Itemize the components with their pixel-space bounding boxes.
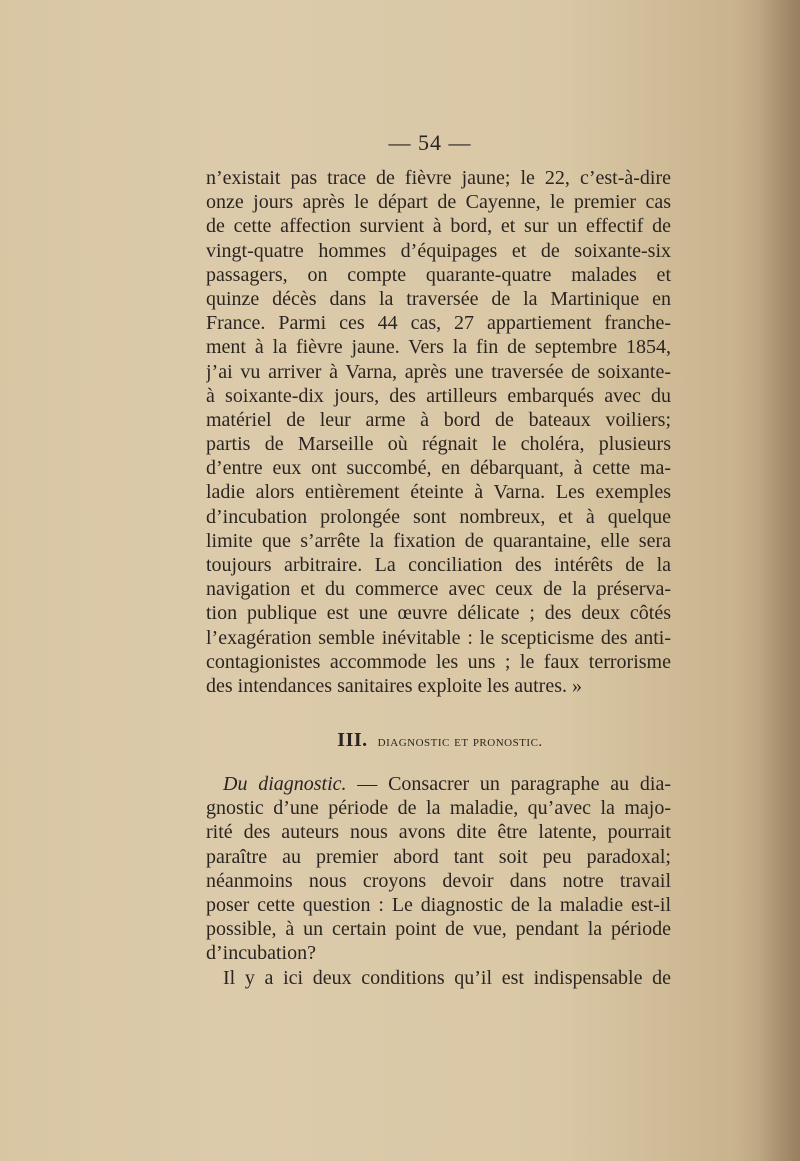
page-edge-shadow — [760, 0, 800, 1161]
text-line: d’entre eux ont succombé, en débarquant, à cette ma- — [206, 457, 671, 480]
text-line: partis de Marseille où régnait le choléra, plusieurs — [206, 433, 671, 456]
text-line: poser cette question : Le diagnostic de la maladie est-il — [206, 893, 671, 916]
text-line: tion publique est une œuvre délicate ; des deux côtés — [206, 602, 671, 625]
text-line: paraître au premier abord tant soit peu paradoxal; — [206, 845, 671, 868]
text-line: contagionistes accommode les uns ; le faux terrorisme — [206, 650, 671, 673]
text-line: de cette affection survient à bord, et sur un effectif de — [206, 215, 671, 238]
paragraph-lead: Du diagnostic. — [223, 773, 347, 795]
paragraph-quarantine — [206, 166, 671, 698]
section-title: diagnostic et pronostic. — [377, 734, 543, 750]
text-line: quinze décès dans la traversée de la Martinique en — [206, 287, 671, 310]
paragraph-diagnostic — [206, 772, 671, 990]
page-number: — 54 — — [388, 130, 472, 155]
text-line: rité des auteurs nous avons dite être latente, pourrait — [206, 821, 671, 844]
text-line: néanmoins nous croyons devoir dans notre travail — [206, 869, 671, 892]
text-line: vingt-quatre hommes d’équipages et de soixante-six — [206, 239, 671, 262]
text-line: n’existait pas trace de fièvre jaune; le 22, c’est-à-dire — [206, 167, 671, 189]
text-line: gnostic d’une période de la maladie, qu’avec la majo- — [206, 797, 671, 820]
text-line: d’incubation? — [206, 942, 316, 965]
text-fragment: — Consacrer un paragraphe au dia- — [346, 773, 671, 795]
text-line: d’incubation prolongée sont nombreux, et à quelque — [206, 505, 671, 528]
text-line: l’exagération semble inévitable : le scepticisme des anti- — [206, 626, 671, 649]
text-line: ladie alors entièrement éteinte à Varna. Les exemples — [206, 481, 671, 504]
text-line: France. Parmi ces 44 cas, 27 appartiement franche- — [206, 312, 671, 335]
text-line: des intendances sanitaires exploite les autres. » — [206, 674, 582, 697]
text-line: toujours arbitraire. La conciliation des intérêts de la — [206, 554, 671, 576]
text-line: matériel de leur arme à bord de bateaux voiliers; — [206, 408, 671, 431]
text-line — [206, 772, 671, 796]
text-line: passagers, on compte quarante-quatre malades et — [206, 263, 671, 286]
section-number: III. — [337, 729, 368, 751]
text-line: onze jours après le départ de Cayenne, le premier cas — [206, 191, 671, 214]
text-line: j’ai vu arriver à Varna, après une traversée de soixante- — [206, 360, 671, 383]
text-line: navigation et du commerce avec ceux de la préserva- — [206, 578, 671, 601]
text-line: à soixante-dix jours, des artilleurs embarqués avec du — [206, 384, 671, 407]
section-heading — [0, 729, 800, 752]
text-line: limite que s’arrête la fixation de quarantaine, elle sera — [206, 529, 671, 552]
text-line: possible, à un certain point de vue, pendant la période — [206, 918, 671, 941]
text-line: ment à la fièvre jaune. Vers la fin de septembre 1854, — [206, 336, 671, 359]
text-line: Il y a ici deux conditions qu’il est indispensable de — [223, 966, 671, 989]
